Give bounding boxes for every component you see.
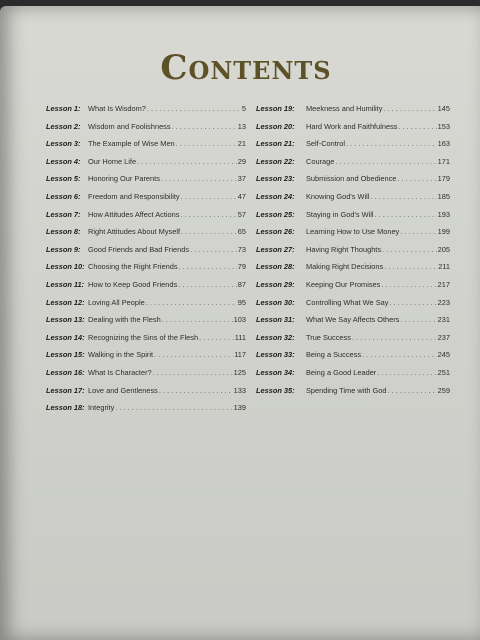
page-number: 65 xyxy=(237,227,246,237)
lesson-title: Staying in God's Will xyxy=(306,209,374,219)
lesson-number: Lesson 9: xyxy=(46,244,81,254)
toc-entry xyxy=(256,104,450,122)
dot-leader xyxy=(398,122,436,131)
toc-entry xyxy=(46,280,246,298)
lesson-title: Loving All People xyxy=(88,297,145,307)
lesson-number: Lesson 35: xyxy=(256,385,295,395)
lesson-title: Having Right Thoughts xyxy=(306,244,382,254)
lesson-title: Recognizing the Sins of the Flesh xyxy=(88,332,199,342)
lesson-title: Spending Time with God xyxy=(306,385,387,395)
page-number: 163 xyxy=(437,139,450,149)
lesson-number: Lesson 6: xyxy=(46,191,81,201)
toc-entry xyxy=(46,315,246,333)
page-number: 117 xyxy=(234,350,246,360)
lesson-number: Lesson 27: xyxy=(256,244,295,254)
dot-leader xyxy=(115,403,232,412)
book-page xyxy=(0,6,480,640)
lesson-number: Lesson 17: xyxy=(46,385,85,395)
lesson-number: Lesson 31: xyxy=(256,315,295,325)
page-number: 193 xyxy=(437,209,450,219)
lesson-title: Walking in the Spirit xyxy=(88,350,154,360)
dot-leader xyxy=(180,210,236,219)
lesson-number: Lesson 1: xyxy=(46,104,81,113)
page-number: 21 xyxy=(237,139,246,149)
dot-leader xyxy=(389,298,436,307)
dot-leader xyxy=(178,280,237,289)
dot-leader xyxy=(161,174,237,183)
lesson-number: Lesson 28: xyxy=(256,262,295,272)
lesson-number: Lesson 10: xyxy=(46,262,85,272)
lesson-number: Lesson 11: xyxy=(46,279,85,289)
page-number: 237 xyxy=(437,332,450,342)
lesson-title: Submission and Obedience xyxy=(306,174,397,184)
page-number: 103 xyxy=(233,315,246,325)
lesson-title: The Example of Wise Men xyxy=(88,139,175,149)
page-number: 29 xyxy=(237,156,246,166)
page-number: 179 xyxy=(437,174,450,184)
lesson-number: Lesson 21: xyxy=(256,139,295,149)
page-number: 145 xyxy=(437,104,450,113)
toc-entry xyxy=(46,139,246,157)
toc-entry xyxy=(256,315,450,333)
page-number: 111 xyxy=(234,332,246,342)
page-number: 199 xyxy=(437,227,450,237)
page-number: 259 xyxy=(437,385,450,395)
lesson-title: Self-Control xyxy=(306,139,346,149)
lesson-number: Lesson 29: xyxy=(256,279,295,289)
page-number: 223 xyxy=(437,297,450,307)
page-number: 245 xyxy=(437,350,450,360)
lesson-title: How Attitudes Affect Actions xyxy=(88,209,180,219)
lesson-number: Lesson 14: xyxy=(46,332,85,342)
dot-leader xyxy=(181,192,237,201)
lesson-title: Right Attitudes About Myself xyxy=(88,227,181,237)
lesson-title: What Is Character? xyxy=(88,367,152,377)
lesson-title: Good Friends and Bad Friends xyxy=(88,244,190,254)
lesson-title: Being a Success xyxy=(306,350,362,360)
dot-leader xyxy=(377,368,436,377)
page-number: 211 xyxy=(438,262,450,272)
lesson-title: Being a Good Leader xyxy=(306,367,377,377)
toc-entry xyxy=(46,245,246,263)
lesson-title: Hard Work and Faithfulness xyxy=(306,121,398,131)
page-number: 79 xyxy=(237,262,246,272)
dot-leader xyxy=(382,245,437,254)
lesson-title: Learning How to Use Money xyxy=(306,227,400,237)
toc-entry xyxy=(46,157,246,175)
lesson-number: Lesson 7: xyxy=(46,209,81,219)
page-number: 87 xyxy=(237,279,246,289)
lesson-title: Making Right Decisions xyxy=(306,262,384,272)
lesson-number: Lesson 23: xyxy=(256,174,295,184)
lesson-title: Our Home Life xyxy=(88,156,137,166)
toc-entry xyxy=(256,262,450,280)
toc-entry xyxy=(46,262,246,280)
toc-entry xyxy=(256,368,450,386)
toc-entry xyxy=(256,174,450,192)
lesson-number: Lesson 25: xyxy=(256,209,295,219)
dot-leader xyxy=(400,315,436,324)
lesson-title: Keeping Our Promises xyxy=(306,279,381,289)
dot-leader xyxy=(179,262,237,271)
page-number: 95 xyxy=(237,297,246,307)
dot-leader xyxy=(199,333,234,342)
toc-entry xyxy=(256,157,450,175)
toc-entry xyxy=(46,298,246,316)
page-number: 57 xyxy=(237,209,246,219)
toc-entry xyxy=(256,350,450,368)
lesson-number: Lesson 12: xyxy=(46,297,85,307)
toc-entry xyxy=(256,333,450,351)
dot-leader xyxy=(137,157,237,166)
page-number: 171 xyxy=(437,156,450,166)
lesson-title: What We Say Affects Others xyxy=(306,315,400,325)
lesson-number: Lesson 2: xyxy=(46,121,81,131)
toc-entry xyxy=(46,192,246,210)
lesson-title: Courage xyxy=(306,156,335,166)
lesson-title: Controlling What We Say xyxy=(306,297,389,307)
page-number: 231 xyxy=(437,315,450,325)
lesson-title: Dealing with the Flesh xyxy=(88,315,161,325)
dot-leader xyxy=(181,227,237,236)
toc-entry xyxy=(256,280,450,298)
toc-entry xyxy=(46,122,246,140)
dot-leader xyxy=(162,315,233,324)
lesson-number: Lesson 22: xyxy=(256,156,295,166)
lesson-title: Honoring Our Parents xyxy=(88,174,160,184)
page-number: 13 xyxy=(237,121,246,131)
toc-entry xyxy=(256,122,450,140)
page-number: 73 xyxy=(237,244,246,254)
page-number: 153 xyxy=(437,121,450,131)
toc-entry xyxy=(46,333,246,351)
toc-entry xyxy=(256,298,450,316)
toc-entry xyxy=(46,210,246,228)
lesson-number: Lesson 13: xyxy=(46,315,85,325)
lesson-title: Meekness and Humility xyxy=(306,104,383,113)
dot-leader xyxy=(190,245,237,254)
dot-leader xyxy=(397,174,436,183)
lesson-number: Lesson 32: xyxy=(256,332,295,342)
page-number: 5 xyxy=(241,104,246,113)
lesson-number: Lesson 8: xyxy=(46,227,81,237)
toc-entry xyxy=(256,386,450,404)
toc-entry xyxy=(46,403,246,421)
dot-leader xyxy=(159,386,233,395)
lesson-number: Lesson 30: xyxy=(256,297,295,307)
page-number: 133 xyxy=(233,385,246,395)
page-number: 217 xyxy=(437,279,450,289)
toc-entry xyxy=(46,368,246,386)
dot-leader xyxy=(370,192,436,201)
contents-heading: Contents xyxy=(160,48,332,88)
lesson-number: Lesson 16: xyxy=(46,367,85,377)
dot-leader xyxy=(388,386,437,395)
lesson-number: Lesson 34: xyxy=(256,367,295,377)
lesson-number: Lesson 20: xyxy=(256,121,295,131)
lesson-number: Lesson 5: xyxy=(46,174,81,184)
lesson-title: How to Keep Good Friends xyxy=(88,279,178,289)
dot-leader xyxy=(400,227,436,236)
page-number: 251 xyxy=(437,367,450,377)
dot-leader xyxy=(384,262,437,271)
lesson-title: Integrity xyxy=(88,403,115,413)
lesson-number: Lesson 24: xyxy=(256,191,295,201)
dot-leader xyxy=(381,280,436,289)
dot-leader xyxy=(335,157,436,166)
lesson-number: Lesson 26: xyxy=(256,227,295,237)
toc-entry xyxy=(256,192,450,210)
toc-entry xyxy=(46,227,246,245)
toc-entry xyxy=(46,174,246,192)
toc-entry xyxy=(46,386,246,404)
dot-leader xyxy=(375,210,437,219)
page-number: 185 xyxy=(437,191,450,201)
page-number: 47 xyxy=(237,191,246,201)
lesson-title: Choosing the Right Friends xyxy=(88,262,178,272)
lesson-number: Lesson 15: xyxy=(46,350,85,360)
dot-leader xyxy=(146,298,237,307)
lesson-number: Lesson 19: xyxy=(256,104,295,113)
lesson-title: Wisdom and Foolishness xyxy=(88,121,171,131)
lesson-title: Freedom and Responsibility xyxy=(88,191,180,201)
page-number: 37 xyxy=(237,174,246,184)
lesson-title: What Is Wisdom? xyxy=(88,104,146,113)
lesson-number: Lesson 33: xyxy=(256,350,295,360)
dot-leader xyxy=(383,104,436,113)
lesson-title: Love and Gentleness xyxy=(88,385,158,395)
page-number: 205 xyxy=(437,244,450,254)
lesson-number: Lesson 3: xyxy=(46,139,81,149)
dot-leader xyxy=(153,368,233,377)
toc-entry xyxy=(256,139,450,157)
lesson-number: Lesson 18: xyxy=(46,403,85,413)
lesson-title: Knowing God's Will xyxy=(306,191,370,201)
toc-entry xyxy=(256,210,450,228)
lesson-title: True Success xyxy=(306,332,351,342)
dot-leader xyxy=(362,350,437,359)
dot-leader xyxy=(176,139,237,148)
page-number: 139 xyxy=(233,403,246,413)
page-number: 125 xyxy=(233,367,246,377)
dot-leader xyxy=(346,139,437,148)
dot-leader xyxy=(172,122,237,131)
lesson-number: Lesson 4: xyxy=(46,156,81,166)
dot-leader xyxy=(352,333,437,342)
toc-left-column xyxy=(46,104,246,421)
toc-entry xyxy=(256,227,450,245)
dot-leader xyxy=(147,104,241,113)
dot-leader xyxy=(154,350,233,359)
toc-entry xyxy=(256,245,450,263)
toc-entry xyxy=(46,350,246,368)
toc-entry xyxy=(46,104,246,122)
toc-right-column xyxy=(256,104,450,403)
